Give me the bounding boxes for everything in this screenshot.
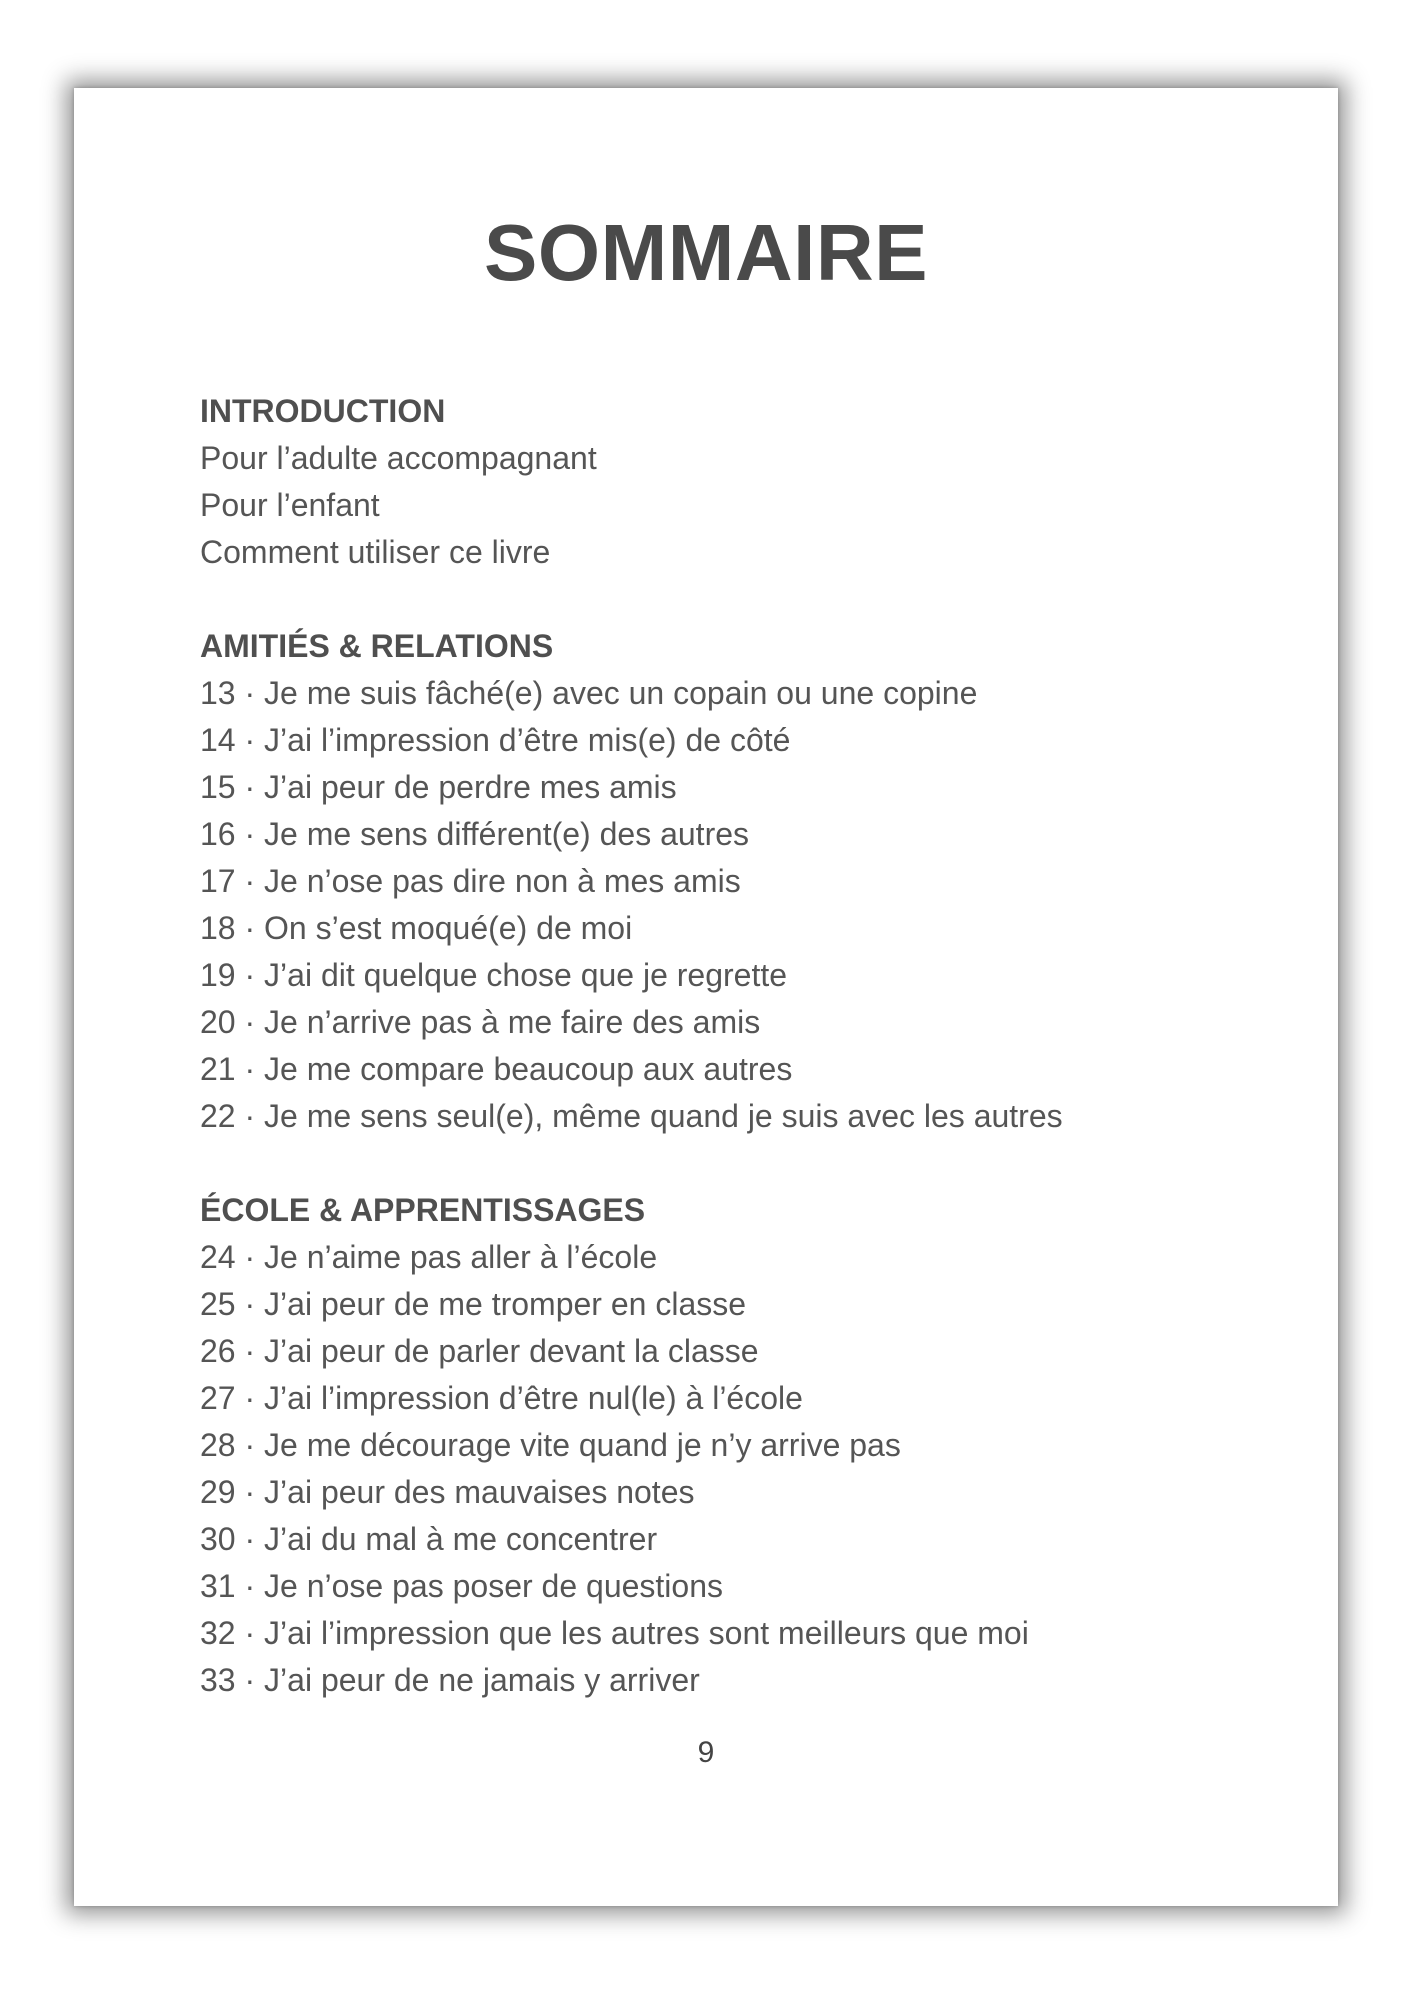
section-heading: INTRODUCTION xyxy=(200,393,446,429)
table-of-contents xyxy=(200,388,1278,1751)
toc-entry: 17 · Je n’ose pas dire non à mes amis xyxy=(200,863,741,899)
toc-entry: 29 · J’ai peur des mauvaises notes xyxy=(200,1474,695,1510)
document-page xyxy=(74,88,1338,1906)
toc-entry: 14 · J’ai l’impression d’être mis(e) de côté xyxy=(200,722,791,758)
toc-entry: Pour l’adulte accompagnant xyxy=(200,440,597,476)
toc-entry: 13 · Je me suis fâché(e) avec un copain ou une copine xyxy=(200,675,978,711)
toc-section-amities-relations xyxy=(200,623,1278,1140)
toc-entry: 27 · J’ai l’impression d’être nul(le) à l’école xyxy=(200,1380,803,1416)
section-heading: ÉCOLE & APPRENTISSAGES xyxy=(200,1192,646,1228)
toc-entry: 26 · J’ai peur de parler devant la classe xyxy=(200,1333,759,1369)
section-heading: AMITIÉS & RELATIONS xyxy=(200,628,554,664)
toc-entry: 24 · Je n’aime pas aller à l’école xyxy=(200,1239,658,1275)
toc-entry: 18 · On s’est moqué(e) de moi xyxy=(200,910,633,946)
toc-entry: 28 · Je me décourage vite quand je n’y arrive pas xyxy=(200,1427,901,1463)
toc-entry: 25 · J’ai peur de me tromper en classe xyxy=(200,1286,747,1322)
toc-entry: 32 · J’ai l’impression que les autres sont meilleurs que moi xyxy=(200,1615,1029,1651)
toc-entry: 16 · Je me sens différent(e) des autres xyxy=(200,816,750,852)
toc-entry: 15 · J’ai peur de perdre mes amis xyxy=(200,769,677,805)
toc-section-introduction xyxy=(200,388,1278,576)
toc-entry: 20 · Je n’arrive pas à me faire des amis xyxy=(200,1004,761,1040)
toc-entry: Comment utiliser ce livre xyxy=(200,534,551,570)
toc-entry: Pour l’enfant xyxy=(200,487,380,523)
toc-entry: 21 · Je me compare beaucoup aux autres xyxy=(200,1051,793,1087)
toc-entry: 30 · J’ai du mal à me concentrer xyxy=(200,1521,658,1557)
page-number: 9 xyxy=(697,1736,715,1769)
toc-entry: 31 · Je n’ose pas poser de questions xyxy=(200,1568,723,1604)
toc-entry: 22 · Je me sens seul(e), même quand je suis avec les autres xyxy=(200,1098,1063,1134)
toc-entry: 19 · J’ai dit quelque chose que je regrette xyxy=(200,957,788,993)
toc-section-ecole-apprentissages xyxy=(200,1187,1278,1704)
page-title: SOMMAIRE xyxy=(484,208,928,297)
toc-entry: 33 · J’ai peur de ne jamais y arriver xyxy=(200,1662,700,1698)
